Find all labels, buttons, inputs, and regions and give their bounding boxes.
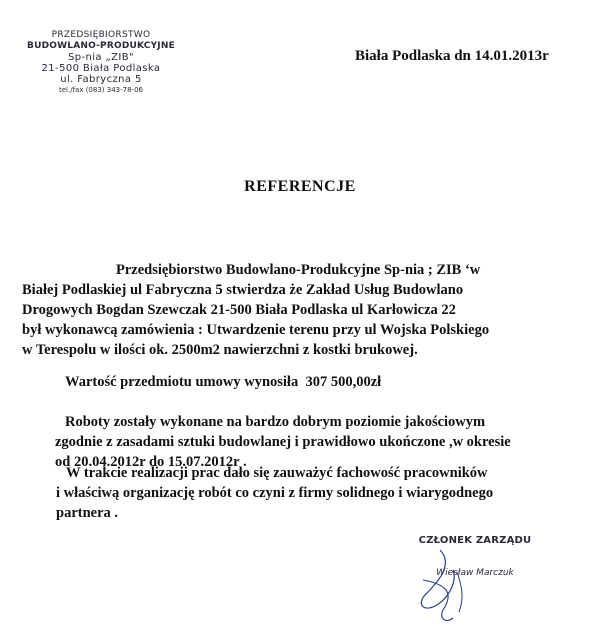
text-line: partnera . <box>56 505 119 521</box>
text-line: Roboty zostały wykonane na bardzo dobrym poziomie jakościowym <box>65 414 486 430</box>
paragraph-recommendation <box>56 463 494 523</box>
paragraph-intro <box>22 260 489 360</box>
handwritten-signature <box>395 540 565 630</box>
signatory-role: CZŁONEK ZARZĄDU <box>418 535 532 546</box>
text-line: Wartość przedmiotu umowy wynosiła 307 500,00zł <box>65 374 382 390</box>
company-stamp <box>22 30 180 96</box>
contract-value <box>65 372 381 392</box>
text-line: i właściwą organizację robót co czyni z firmy solidnego i wiarygodnego <box>56 485 494 501</box>
text-line: Białej Podlaskiej ul Fabryczna 5 stwierdza że Zakład Usług Budowlano <box>22 282 464 298</box>
stamp-line: 21-500 Biała Podlaska <box>41 63 161 74</box>
text-line: w Terespolu w ilości ok. 2500m2 nawierzchni z kostki brukowej. <box>22 342 418 358</box>
text-line: W trakcie realizacji prac dało się zauważyć fachowość pracowników <box>66 465 488 481</box>
text-line: był wykonawcą zamówienia : Utwardzenie terenu przy ul Wojska Polskiego <box>22 322 490 338</box>
document-title: REFERENCJE <box>244 178 356 195</box>
stamp-line: Sp-nia „ZIB" <box>68 52 134 63</box>
text-line: zgodnie z zasadami sztuki budowlanej i prawidłowo ukończone ,w okresie <box>55 434 511 450</box>
stamp-line: ul. Fabryczna 5 <box>60 74 142 85</box>
stamp-line: tel./fax (083) 343-78-06 <box>59 86 143 94</box>
text-line: od 20.04.2012r do 15.07.2012r . <box>55 454 247 470</box>
text-line: Drogowych Bogdan Szewczak 21-500 Biała Podlaska ul Karłowicza 22 <box>22 302 456 318</box>
signatory-name: Wiesław Marczuk <box>436 568 514 578</box>
text-line: Przedsiębiorstwo Budowlano-Produkcyjne Sp-nia ; ZIB ‘w <box>116 262 481 278</box>
stamp-line: PRZEDSIĘBIORSTWO <box>51 30 151 40</box>
stamp-line: BUDOWLANO-PRODUKCYJNE <box>27 41 175 51</box>
document-date: Biała Podlaska dn 14.01.2013r <box>355 48 549 64</box>
